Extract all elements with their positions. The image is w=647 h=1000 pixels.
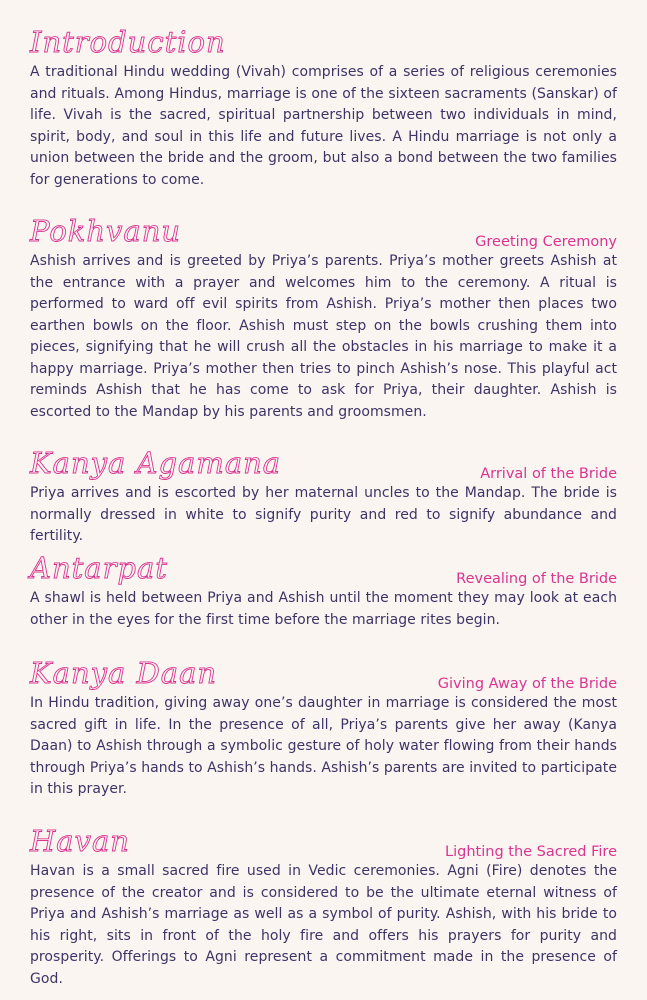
- section-heading: [30, 653, 617, 693]
- section-text: In Hindu tradition, giving away one’s daughter in marriage is considered the most sacred gift in life. In the presence of all, Priya’s parents give her away (Kanya Daan) to Ashish through a symbolic gesture of holy water flowing from their hands through Priya’s hands to Ashish’s hands. Ashish’s parents are invited to participate in this prayer.: [30, 695, 617, 797]
- section-title: Kanya Agamana: [30, 446, 282, 480]
- section-text: Priya arrives and is escorted by her maternal uncles to the Mandap. The bride is normally dressed in white to signify purity and red to signify abundance and fertility.: [30, 485, 617, 544]
- section-heading: [30, 821, 617, 861]
- section-subtitle: Revealing of the Bride: [456, 571, 617, 587]
- section-heading: [30, 548, 617, 588]
- section-title: Pokhvanu: [30, 214, 182, 248]
- section-title: Havan: [30, 824, 130, 858]
- section-text: Ashish arrives and is greeted by Priya’s parents. Priya’s mother greets Ashish at the entrance with a prayer and welcomes him to the ceremony. A ritual is performed to ward off evil spirits from Ashish. Priya’s mother then places two earthen bowls on the floor. Ashish must step on the bowls crushing them into pieces, signifying that he will crush all the obstacles in his marriage to make it a happy marriage. Priya’s mother then tries to pinch Ashish’s nose. This playful act reminds Ashish that he has come to ask for Priya, their daughter. Ashish is escorted to the Mandap by his parents and groomsmen.: [30, 253, 617, 420]
- section-heading: [30, 22, 617, 62]
- section-heading: [30, 443, 617, 483]
- section-antarpat: [30, 548, 617, 631]
- section-text: A traditional Hindu wedding (Vivah) comprises of a series of religious ceremonies and rituals. Among Hindus, marriage is one of the sixteen sacraments (Sanskar) of life. Vivah is the sacred, spiritual partnership between two individuals in mind, spirit, body, and soul in this life and future lives. A Hindu marriage is not only a union between the bride and the groom, but also a bond between the two families for generations to come.: [30, 64, 617, 188]
- section-subtitle: Arrival of the Bride: [480, 466, 617, 482]
- section-text: Havan is a small sacred fire used in Vedic ceremonies. Agni (Fire) denotes the presence of the creator and is considered to be the ultimate eternal witness of Priya and Ashish’s marriage as well as a symbol of purity. Ashish, with his bride to his right, sits in front of the holy fire and offers his prayers for purity and prosperity. Offerings to Agni represent a commitment made in the presence of God.: [30, 863, 617, 987]
- section-subtitle: Greeting Ceremony: [475, 234, 617, 250]
- section-kanya-agamana: [30, 443, 617, 548]
- section-subtitle: Lighting the Sacred Fire: [445, 844, 617, 860]
- section-subtitle: Giving Away of the Bride: [437, 676, 617, 692]
- section-title: Antarpat: [30, 551, 168, 585]
- section-introduction: [30, 22, 617, 191]
- section-havan: [30, 821, 617, 990]
- section-title: Introduction: [30, 25, 226, 59]
- section-text: A shawl is held between Priya and Ashish until the moment they may look at each other in the eyes for the first time before the marriage rites begin.: [30, 590, 617, 628]
- section-title: Kanya Daan: [30, 656, 218, 690]
- section-heading: [30, 211, 617, 251]
- section-kanya-daan: [30, 653, 617, 801]
- section-pokhvanu: [30, 211, 617, 423]
